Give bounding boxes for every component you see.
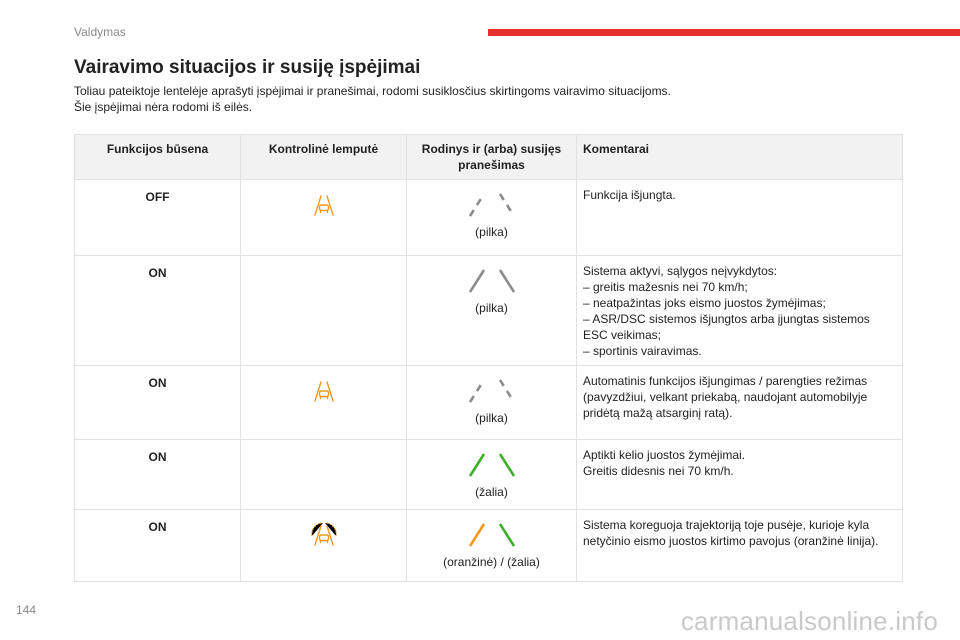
table-row (75, 366, 903, 440)
comment-line: Funkcija išjungta. (583, 188, 676, 202)
table-row (75, 256, 903, 366)
display-cell (407, 366, 577, 440)
lane-lines-grey-dashed-icon (413, 378, 570, 404)
header-function-status: Funkcijos būsena (75, 135, 241, 180)
intro-line-1: Toliau pateiktoje lentelėje aprašyti įspėjimai ir pranešimai, rodomi susiklosčius skirtingoms vairavimo situacijoms. (74, 84, 671, 98)
section-label: Valdymas (74, 25, 126, 39)
table-row (75, 510, 903, 582)
lamp-cell (241, 180, 407, 256)
comment-line: Sistema koreguoja trajektoriją toje pusėje, kurioje kyla netyčinio eismo juostos kirtimo pavojus (oranžinė linija). (583, 518, 879, 548)
comment-line: – neatpažintas joks eismo juostos žymėjimas; (583, 296, 826, 310)
lamp-cell (241, 366, 407, 440)
status-cell: ON (75, 256, 241, 366)
display-cell (407, 180, 577, 256)
comment-cell (577, 366, 903, 440)
lamp-cell (241, 510, 407, 582)
situations-table (74, 134, 903, 582)
lane-assist-amber-icon (247, 376, 400, 404)
comment-line: – sportinis vairavimas. (583, 344, 702, 358)
comment-cell (577, 440, 903, 510)
lamp-cell (241, 256, 407, 366)
comment-cell (577, 256, 903, 366)
comment-line: Automatinis funkcijos išjungimas / parengties režimas (pavyzdžiui, velkant priekabą, naudojant automobilyje pridėtą mažą atsarginį ratą). (583, 374, 868, 420)
watermark: carmanualsonline.info (680, 606, 938, 636)
table-row (75, 440, 903, 510)
header-display-message: Rodinys ir (arba) susijęs pranešimas (407, 135, 577, 180)
display-cell (407, 440, 577, 510)
page-title: Vairavimo situacijos ir susiję įspėjimai (74, 57, 421, 78)
red-accent-bar (488, 29, 960, 36)
page-number: 144 (16, 603, 37, 617)
comment-cell (577, 180, 903, 256)
lane-lines-orange-green-icon (413, 522, 570, 548)
comment-line: – ASR/DSC sistemos išjungtos arba įjungtas sistemos ESC veikimas; (583, 312, 870, 342)
display-caption: (pilka) (475, 301, 508, 315)
display-caption: (pilka) (475, 411, 508, 425)
lane-assist-amber-flashing-icon (247, 520, 400, 548)
intro-line-2: Šie įspėjimai nėra rodomi iš eilės. (74, 100, 253, 114)
lane-lines-grey-solid-icon (413, 268, 570, 294)
status-cell: ON (75, 440, 241, 510)
table-header-row (75, 135, 903, 180)
status-cell: ON (75, 510, 241, 582)
display-caption: (pilka) (475, 225, 508, 239)
status-cell: OFF (75, 180, 241, 256)
display-caption: (žalia) (475, 485, 508, 499)
comment-line: Aptikti kelio juostos žymėjimai. (583, 448, 746, 462)
display-caption: (oranžinė) / (žalia) (443, 555, 540, 569)
display-cell (407, 510, 577, 582)
comment-line: – greitis mažesnis nei 70 km/h; (583, 280, 748, 294)
lane-lines-grey-dashed-icon (413, 192, 570, 218)
intro-text (74, 83, 671, 115)
status-cell: ON (75, 366, 241, 440)
lamp-cell (241, 440, 407, 510)
lane-assist-amber-icon (247, 190, 400, 218)
header-comments: Komentarai (577, 135, 903, 180)
display-cell (407, 256, 577, 366)
comment-cell (577, 510, 903, 582)
header-indicator-lamp: Kontrolinė lemputė (241, 135, 407, 180)
comment-line: Sistema aktyvi, sąlygos neįvykdytos: (583, 264, 778, 278)
comment-line: Greitis didesnis nei 70 km/h. (583, 464, 734, 478)
lane-lines-green-icon (413, 452, 570, 478)
table-row (75, 180, 903, 256)
